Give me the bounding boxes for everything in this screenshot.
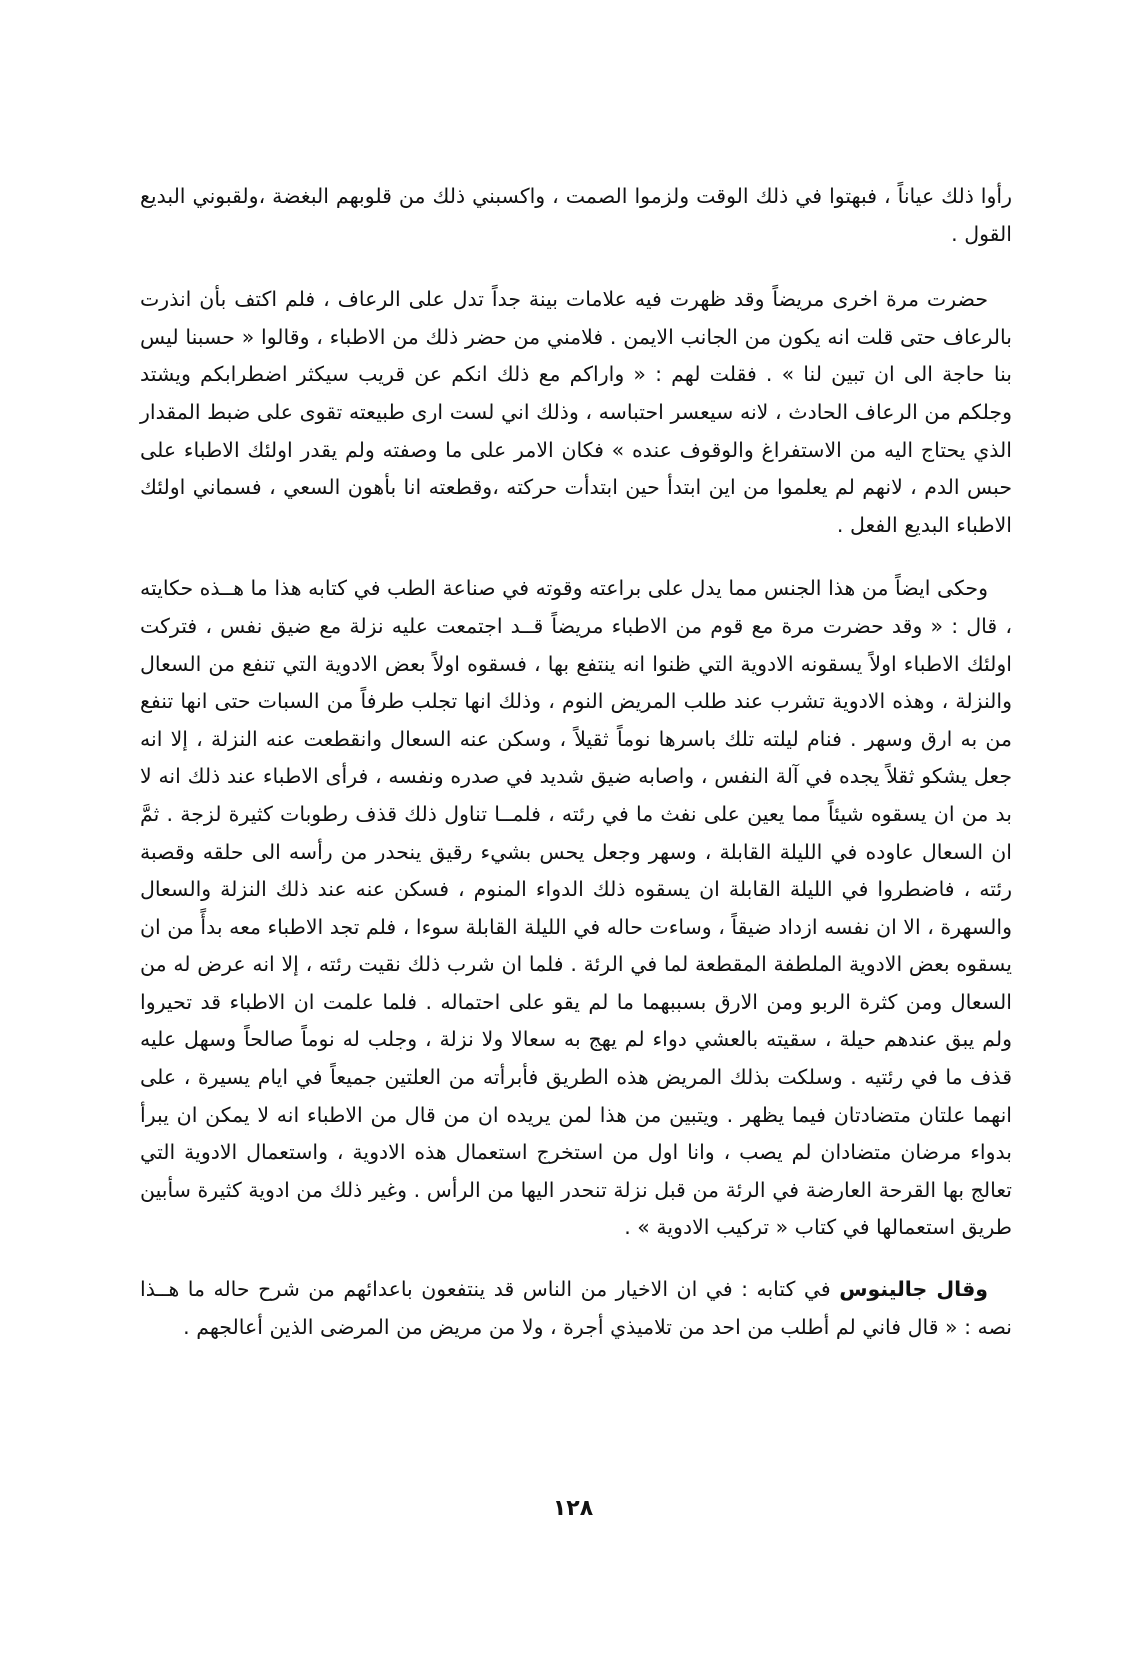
paragraph-3: وحكى ايضاً من هذا الجنس مما يدل على براعته وقوته في صناعة الطب في كتابه هذا ما هــذه حكايته ، قال : « وقد حضرت مرة مع قوم من الاطباء مريضاً قــد اجتمعت عليه نزلة مع ضيق نفس ، فتركت اولئك الاطباء اولاً يسقونه الادوية التي ظنوا انه ينتفع بها ، فسقوه اولاً بعض الادوية التي تنفع من السعال والنزلة ، وهذه الادوية تشرب عند طلب المريض النوم ، وذلك انها تجلب طرفاً من السبات حتى انها تنفع من به ارق وسهر . فنام ليلته تلك باسرها نوماً ثقيلاً ، وسكن عنه السعال وانقطعت عنه النزلة ، إلا انه جعل يشكو ثقلاً يجده في آلة النفس ، واصابه ضيق شديد في صدره ونفسه ، فرأى الاطباء عند ذلك انه لا بد من ان يسقوه شيئاً مما يعين على نفث ما في رئته ، فلمــا تناول ذلك قذف رطوبات كثيرة لزجة . ثمَّ ان السعال عاوده في الليلة القابلة ، وسهر وجعل يحس بشيء رقيق ينحدر من رأسه الى حلقه وقصبة رئته ، فاضطروا في الليلة القابلة ان يسقوه ذلك الدواء المنوم ، فسكن عنه عند ذلك النزلة والسعال والسهرة ، الا ان نفسه ازداد ضيقاً ، وساءت حاله في الليلة القابلة سوءا ، فلم تجد الاطباء معه بدأً من ان يسقوه بعض الادوية الملطفة المقطعة لما في الرئة . فلما ان شرب ذلك نقيت رئته ، إلا انه عرض له من السعال ومن كثرة الربو ومن الارق بسببهما ما لم يقو على احتماله . فلما علمت ان الاطباء قد تحيروا ولم يبق عندهم حيلة ، سقيته بالعشي دواء لم يهج به سعالا ولا نزلة ، وجلب له نوماً صالحاً وسهل عليه قذف ما في رئتيه . وسلكت بذلك المريض هذه الطريق فأبرأته من العلتين جميعاً في ايام يسيرة ، على انهما علتان متضادتان فيما يظهر . ويتبين من هذا لمن يريده ان من قال من الاطباء انه لا يمكن ان يبرأ بدواء مرضان متضادان لم يصب ، وانا اول من استخرج استعمال هذه الادوية ، واستعمال الادوية التي تعالج بها القرحة العارضة في الرئة من قبل نزلة تنحدر اليها من الرأس . وغير ذلك من ادوية كثيرة سأبين طريق استعمالها في كتاب « تركيب الادوية » . xyxy=(140,576,1012,1240)
book-page xyxy=(140,178,1012,1346)
paragraph-1: رأوا ذلك عياناً ، فبهتوا في ذلك الوقت ولزموا الصمت ، واكسبني ذلك من قلوبهم البغضة ،ولقبوني البديع القول . xyxy=(140,184,1012,246)
paragraph-4-lead: وقال جالينوس xyxy=(839,1277,988,1302)
paragraph-4-text: في كتابه : في ان الاخيار من الناس قد ينتفعون باعدائهم من شرح حاله ما هــذا نصه : « قال فاني لم أطلب من احد من تلاميذي أجرة ، ولا من مريض من المرضى الذين أعالجهم . xyxy=(140,1277,1012,1339)
paragraph-4 xyxy=(140,1271,1012,1346)
paragraph-2: حضرت مرة اخرى مريضاً وقد ظهرت فيه علامات بينة جداً تدل على الرعاف ، فلم اكتف بأن انذرت بالرعاف حتى قلت انه يكون من الجانب الايمن . فلامني من حضر ذلك من الاطباء ، وقالوا « حسبنا ليس بنا حاجة الى ان تبين لنا » . فقلت لهم : « واراكم مع ذلك انكم عن قريب سيكثر اضطرابكم ويشتد وجلكم من الرعاف الحادث ، لانه سيعسر احتباسه ، وذلك اني لست ارى طبيعته تقوى على ضبط المقدار الذي يحتاج اليه من الاستفراغ والوقوف عنده » فكان الامر على ما وصفته ولم يقدر اولئك الاطباء على حبس الدم ، لانهم لم يعلموا من اين ابتدأ حين ابتدأت حركته ،وقطعته انا بأهون السعي ، فسماني اولئك الاطباء البديع الفعل . xyxy=(140,287,1012,537)
page-number: ١٢٨ xyxy=(552,1496,594,1521)
